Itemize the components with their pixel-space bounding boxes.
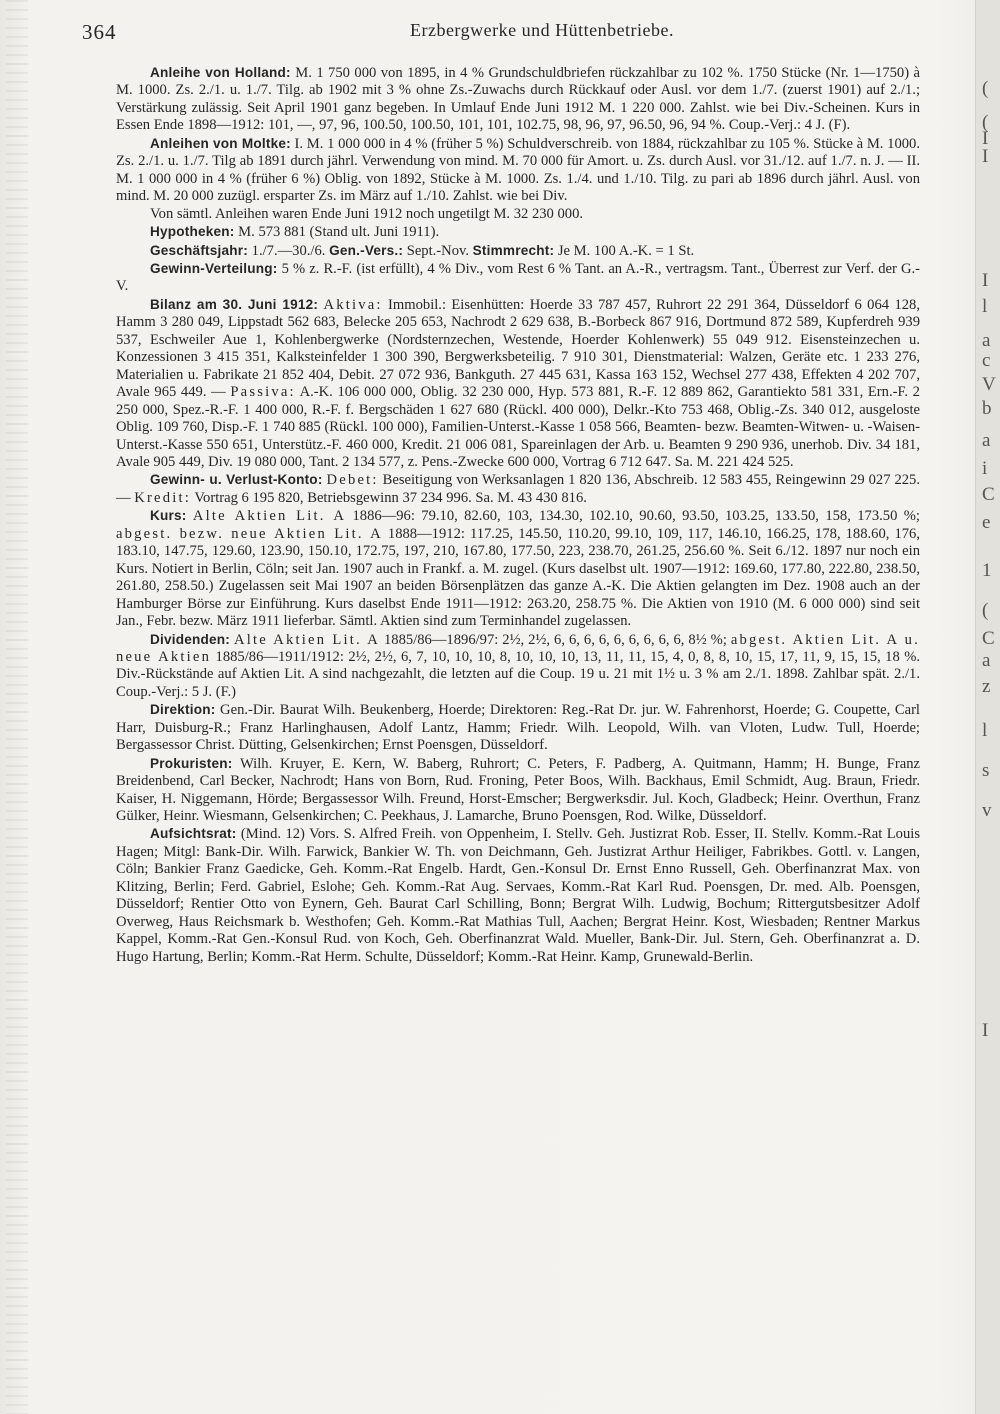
gutter-char: I: [982, 146, 989, 167]
paragraph-text: Immobil.: Eisenhütten: Hoerde 33 787 457, Ruhrort 22 291 364, Düsseldorf 6 064 128, Hamm 3 280 049, Lippstadt 562 683, Belecke 205 653, Nachrodt 2 629 638, B.-Borbeck 867 916, Dortmund 872 589, Kupferdreh 939 537, Eschweiler Aue 1, Kohlenbergwerke (Nordsternzechen, Westende, Hoerder Kohlenwerk) 55 049 912. Eisensteinzechen u. Konzessionen 3 415 351, Kalksteinfelder 1 300 390, Bergwerksbeteilig. 7 910 301, Dienstmaterial: Walzen, Geräte etc. 1 233 276, Materialien u. Fabrikate 21 852 404, Debit. 27 072 936, Bankguth. 27 445 631, Kassa 163 152, Wechsel 277 438, Effekten 4 202 707, Avale 965 449. —: [116, 296, 920, 401]
paragraph-text: 1./7.—30./6.: [248, 242, 330, 259]
paragraph-text: I. M. 1 000 000 in 4 % (früher 5 %) Schuldverschreib. von 1884, rückzahlbar zu 105 %. Stücke à M. 1000. Zs. 2./1. u. 1./7. Tilg ab 1891 durch jährl. Verwendung von mind. M. 70 000 für Amort. u. Zs. durch Ausl. vor 31./12. auf 1./7. n. J. — II. M. 1 000 000 in 4 % (früher 6 %) Oblig. von 1892, Stücke à M. 1000. Zs. 1./4. und 1./10. Tilg. zu pari ab 1896 durch jährl. Ausl. von mind. M. 20 000 zuzügl. ersparter Zs. im März auf 1./10. Zahlst. wie bei Div.: [116, 135, 920, 205]
page-header: [82, 20, 962, 50]
paragraph-text: 1885/86—1896/97: 2½, 2½, 6, 6, 6, 6, 6, 6, 6, 6, 6, 8½ %;: [380, 631, 731, 648]
paragraph-text: Beseitigung von Werksanlagen 1 820 136, Abschreib. 12 583 455, Reingewinn 29 027 225. —: [116, 472, 920, 506]
facing-page-gutter: [975, 0, 1000, 1414]
section-label: Stimmrecht:: [472, 242, 555, 258]
paragraph: [116, 631, 920, 702]
section-label: Prokuristen:: [150, 755, 233, 771]
gutter-char: (: [982, 112, 989, 133]
spaced-term: Kredit:: [134, 489, 191, 506]
paragraph-text: Vortrag 6 195 820, Betriebsgewinn 37 234 996. Sa. M. 43 430 816.: [191, 489, 587, 506]
paragraph: [116, 701, 920, 754]
spaced-term: Passiva:: [230, 384, 296, 401]
section-label: Geschäftsjahr:: [150, 242, 248, 258]
gutter-char: C: [982, 484, 995, 505]
paragraph-text: (Mind. 12) Vors. S. Alfred Freih. von Oppenheim, I. Stellv. Geh. Justizrat Rob. Esser, II. Stellv. Komm.-Rat Louis Hagen; Mitgl: Bank-Dir. Wilh. Farwick, Bankier W. Th. von Deichmann, Geh. Justizrat Arthur Heiliger, Fabrikbes. Gottl. v. Langen, Cöln; Bankier Franz Gaedicke, Geh. Komm.-Rat Engelb. Hardt, Gen.-Konsul Dr. Ernst Enno Russell, Geh. Oberfinanzrat Max. von Klitzing, Berlin; Ferd. Gabriel, Eslohe; Geh. Komm.-Rat Aug. Servaes, Komm.-Rat Karl Rud. Poensgen, Dr. med. Alb. Poensgen, Düsseldorf; Rentier Otto von Eynern, Geh. Baurat Carl Schilling, Bonn; Bergrat Wilh. Ludwig, Bochum; Rittergutsbesitzer Adolf Overweg, Haus Reichsmark b. Westhofen; Geh. Komm.-Rat Mathias Tull, Aachen; Bergrat Heinr. Kost, Wiesbaden; Rentner Markus Kappel, Komm.-Rat Gen.-Konsul Rud. von Koch, Geh. Oberfinanzrat Wald. Mueller, Bank-Dir. Jul. Stern, Geh. Oberfinanzrat a. D. Hugo Hartung, Berlin; Komm.-Rat Herm. Schulte, Düsseldorf; Komm.-Rat Heinr. Kamp, Grunewald-Berlin.: [116, 826, 920, 965]
paragraph: [116, 206, 920, 223]
spaced-term: abgest. Aktien Lit. A u. neue Aktien: [116, 631, 920, 665]
gutter-char: 1: [982, 560, 992, 581]
gutter-char: l: [982, 296, 988, 317]
spaced-term: Alte Aktien Lit. A: [234, 631, 381, 648]
page-number: 364: [82, 20, 117, 44]
section-label: Dividenden:: [150, 631, 230, 647]
gutter-char: I: [982, 1020, 989, 1041]
paragraph: [116, 296, 920, 472]
paragraph-text: Wilh. Kruyer, E. Kern, W. Baberg, Ruhrort; C. Peters, F. Padberg, A. Quitmann, Hamm; H. Bunge, Franz Breidenbend, Carl Becker, Nachrodt; Hans von Born, Rud. Froning, Peter Boos, Wilh. Backhaus, Emil Schmidt, Aug. Braun, Friedr. Kaiser, H. Niggemann, Hörde; Bergassessor Wilh. Freund, Horst-Emscher; Bergwerksdir. Jul. Koch, Gladbeck; Heinr. Overthun, Franz Gülker, Heinr. Wiesmann, Gelsenkirchen; C. Peekhaus, J. Lamarche, Bruno Poensgen, Rod. Wilke, Düsseldorf.: [116, 755, 920, 825]
entry-body: [116, 64, 920, 966]
section-label: Aufsichtsrat:: [150, 826, 237, 842]
section-label: Hypotheken:: [150, 224, 235, 240]
paragraph: [116, 471, 920, 507]
paragraph-text: 1886—96: 79.10, 82.60, 103, 134.30, 102.10, 90.60, 93.50, 103.25, 133.50, 158, 173.50 %;: [346, 508, 920, 525]
paragraph-text: A.-K. 106 000 000, Oblig. 32 230 000, Hyp. 573 881, R.-F. 12 889 862, Garantiekto 581 331, Ern.-F. 2 250 000, Spez.-R.-F. 1 400 000, R.-F. f. Bergschäden 1 627 680 (Rückl. 400 000), Delkr.-Kto 753 468, Oblig.-Zs. 340 012, ausgeloste Oblig. 109 760, Disp.-F. 1 740 885 (Rückl. 100 000), Familien-Unterst.-Kasse 1 058 566, Beamten- bezw. Beamten-Witwen- u. -Waisen-Unterst.-Kasse 550 651, Unterstütz.-F. 460 000, Kredit. 21 006 081, Spareinlagen der Arb. u. Beamten 9 290 936, unerhob. Div. 34 181, Avale 905 449, Div. 19 080 000, Tant. 2 134 577, z. Pens.-Zwecke 600 000, Vortrag 6 712 647. Sa. M. 221 424 525.: [116, 384, 920, 470]
section-label: Gen.-Vers.:: [329, 242, 404, 258]
gutter-char: s: [982, 760, 990, 781]
spaced-term: Debet:: [326, 472, 379, 489]
section-label: Gewinn-Verteilung:: [150, 260, 278, 276]
paragraph: [116, 242, 920, 260]
gutter-char: a: [982, 330, 991, 351]
section-label: Anleihen von Moltke:: [150, 135, 291, 151]
paragraph-text: Sept.-Nov.: [403, 242, 473, 259]
paragraph-text: 1885/86—1911/1912: 2½, 2½, 6, 7, 10, 10, 10, 8, 10, 10, 10, 13, 11, 11, 15, 4, 0, 8, 8, 10, 15, 17, 11, 9, 15, 15, 18 %. Div.-Rückstände auf Aktien Lit. A sind nachgezahlt, die letzten auf die Coup. 19 u. 21 mit 1½ u. 3 % am 2./1. 1898. Zahlbar spät. 2./1. Coup.-Verj.: 5 J. (F.): [116, 648, 921, 700]
paragraph: [116, 825, 920, 966]
gutter-char: v: [982, 800, 992, 821]
gutter-char: C: [982, 628, 995, 649]
paragraph-text: M. 573 881 (Stand ult. Juni 1911).: [234, 224, 440, 241]
gutter-char: I: [982, 270, 989, 291]
gutter-char: i: [982, 458, 988, 479]
paragraph-text: 5 % z. R.-F. (ist erfüllt), 4 % Div., vom Rest 6 % Tant. an A.-R., vertragsm. Tant., Überrest zur Verf. der G.-V.: [116, 260, 920, 295]
gutter-char: b: [982, 398, 992, 419]
section-label: Bilanz am 30. Juni 1912:: [150, 296, 319, 312]
paragraph: [116, 223, 920, 241]
paragraph-text: M. 1 750 000 von 1895, in 4 % Grundschuldbriefen rückzahlbar zu 102 %. 1750 Stücke (Nr. 1—1750) à M. 1000. Zs. 2./1. u. 1./7. Tilg. ab 1902 mit 3 % ohne Zs.-Zuwachs durch Rückkauf oder Ausl. vor dem 1./7. (zuerst 1901) auf 2./1.; Verstärkung zulässig. Seit April 1901 ganz begeben. In Umlauf Ende Juni 1912 M. 1 220 000. Zahlst. wie bei Div.-Scheinen. Kurs in Essen Ende 1898—1912: 101, —, 97, 96, 100.50, 100.50, 101, 101, 102.75, 98, 96, 97, 96.50, 96, 94 %. Coup.-Verj.: 4 J. (F).: [116, 65, 921, 134]
paragraph: [116, 507, 920, 630]
gutter-char: (: [982, 600, 989, 621]
gutter-char: z: [982, 676, 991, 697]
gutter-char: e: [982, 512, 991, 533]
section-label: Anleihe von Holland:: [150, 65, 291, 80]
paragraph: [116, 755, 920, 826]
gutter-char: l: [982, 720, 988, 741]
spaced-term: Aktiva:: [323, 296, 383, 313]
gutter-char: I: [982, 128, 989, 149]
paragraph: [116, 64, 920, 135]
binding-edge: [6, 0, 28, 1414]
running-title: Erzbergwerke und Hüttenbetriebe.: [409, 20, 675, 40]
gutter-char: a: [982, 430, 991, 451]
gutter-char: (: [982, 78, 989, 99]
paragraph-text: Gen.-Dir. Baurat Wilh. Beukenberg, Hoerde; Direktoren: Reg.-Rat Dr. jur. W. Fahrenhorst, Hoerde; G. Coupette, Carl Harr, Duisburg-R.; Franz Harlinghausen, Adolf Lantz, Hamm; Friedr. Wilh. Leopold, Wilh. van Vloten, Ludw. Tull, Hoerde; Bergassessor Christ. Dütting, Gelsenkirchen; Ernst Poensgen, Düsseldorf.: [116, 702, 920, 754]
spaced-term: Alte Aktien Lit. A: [192, 508, 347, 525]
spaced-term: abgest. bezw. neue Aktien Lit. A: [116, 525, 383, 542]
paragraph-text: Je M. 100 A.-K. = 1 St.: [554, 242, 695, 259]
paragraph: [116, 260, 920, 296]
paragraph-text: Von sämtl. Anleihen waren Ende Juni 1912 noch ungetilgt M. 32 230 000.: [150, 205, 584, 222]
paragraph: [116, 135, 920, 206]
gutter-char: V: [982, 374, 996, 395]
gutter-char: a: [982, 650, 991, 671]
gutter-char: c: [982, 350, 991, 371]
paragraph-text: 1888—1912: 117.25, 145.50, 110.20, 99.10, 109, 117, 146.10, 166.25, 178, 188.60, 176, 183.10, 147.75, 129.60, 123.90, 150.10, 172.75, 197, 210, 167.80, 177.50, 223, 238.70, 261.25, 256.60 %. Seit 6./12. 1897 nur noch ein Kurs. Notiert in Berlin, Cöln; seit Jan. 1907 auch in Frankf. a. M. zugel. (Kurs daselbst ult. 1907—1912: 169.60, 177.80, 222.80, 238.50, 261.80, 258.50.) Zugelassen seit Mai 1907 an beiden Börsenplätzen das ganze A.-K. Die Aktien gelangten im Dez. 1908 auch an der Hamburger Börse zur Einführung. Kurs daselbst Ende 1911—1912: 263.20, 258.75 %. Die Aktien von 1910 (M. 6 000 000) sind seit Jan., Febr. bezw. März 1911 lieferbar. Sämtl. Aktien sind zum Terminhandel zugelassen.: [116, 525, 920, 630]
section-label: Kurs:: [150, 508, 187, 524]
section-label: Gewinn- u. Verlust-Konto:: [150, 472, 323, 488]
section-label: Direktion:: [150, 702, 216, 718]
